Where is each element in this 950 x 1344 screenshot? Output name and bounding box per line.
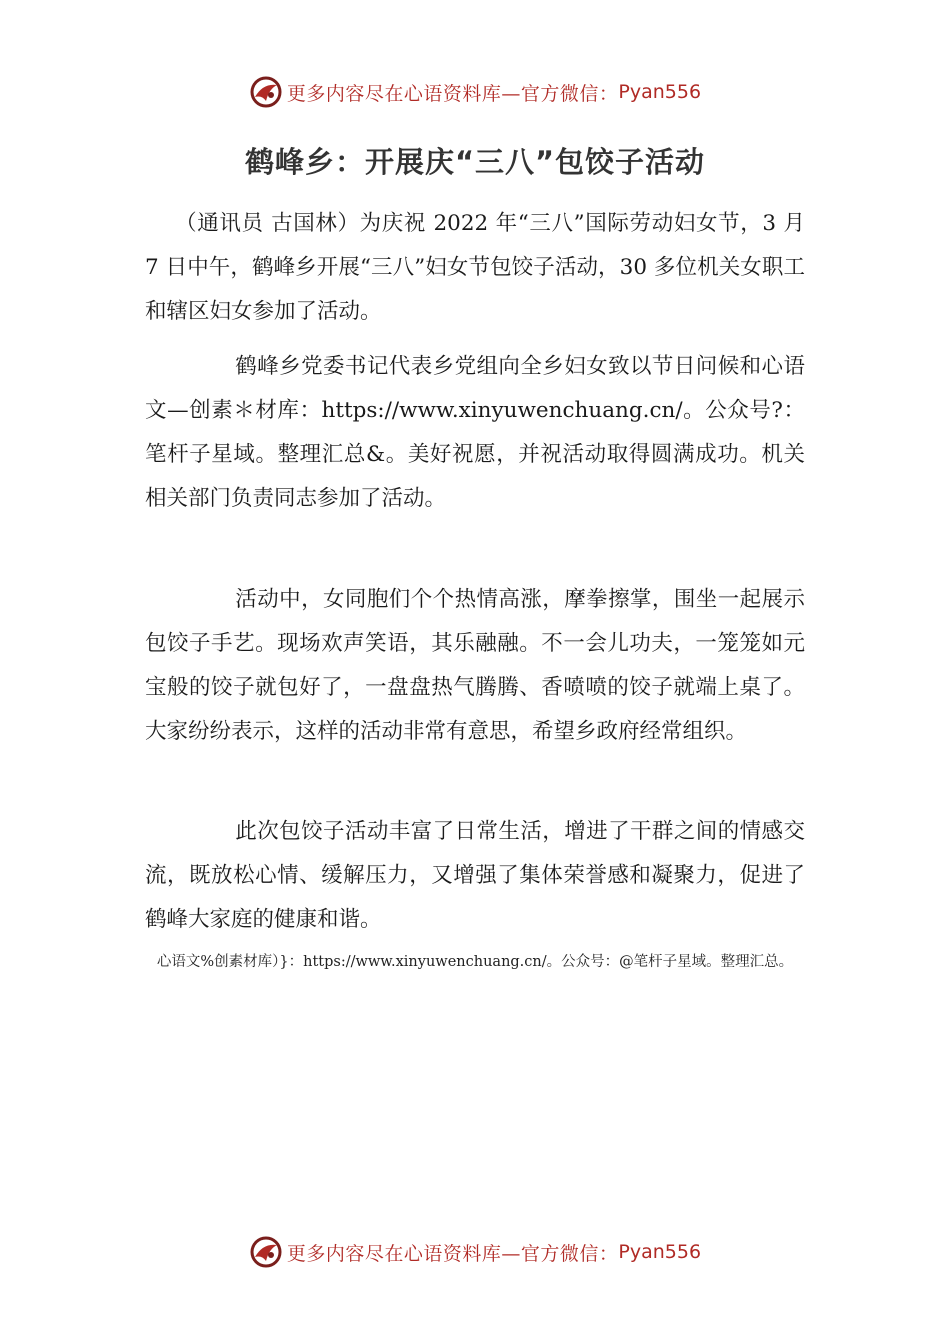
paragraph-4: [145, 810, 805, 956]
article-title: 鹤峰乡：开展庆“三八”包饺子活动: [244, 145, 706, 179]
banner-text: 更多内容尽在心语资料库—官方微信：: [286, 1242, 619, 1265]
paragraph-text: （通讯员 古国林）为庆祝 2022 年“三八”国际劳动妇女节，3 月 7 日中午，鹤峰乡开展“三八”妇女节包饺子活动，30 多位机关女职工和辖区妇女参加了活动。: [145, 211, 805, 324]
header-banner: [0, 72, 950, 112]
footnote: 心语文%创素材库）}：https://www.xinyuwenchuang.cn/。公众号：@笔杆子星域。整理汇总。: [156, 954, 794, 970]
paragraph-text: 此次包饺子活动丰富了日常生活，增进了干群之间的情感交流，既放松心情、缓解压力，又增强了集体荣誉感和凝聚力，促进了鹤峰大家庭的健康和谐。: [145, 819, 805, 932]
brush-seal-logo-icon: [249, 1235, 283, 1269]
paragraph-1: [145, 202, 805, 348]
footer-banner: [0, 1232, 950, 1272]
paragraph-2: [145, 345, 805, 535]
paragraph-3: [145, 578, 805, 768]
paragraph-text: 活动中，女同胞们个个热情高涨，摩拳擦掌，围坐一起展示包饺子手艺。现场欢声笑语，其乐融融。不一会儿功夫，一笼笼如元宝般的饺子就包好了，一盘盘热气腾腾、香喷喷的饺子就端上桌了。大家纷纷表示，这样的活动非常有意思，希望乡政府经常组织。: [145, 587, 805, 744]
paragraph-text: 鹤峰乡党委书记代表乡党组向全乡妇女致以节日问候和心语文—创素＊材库：https://www.xinyuwenchuang.cn/。公众号?：笔杆子星域。整理汇总&。美好祝愿，并祝活动取得圆满成功。机关相关部门负责同志参加了活动。: [145, 354, 805, 511]
banner-wechat-id: Pyan556: [618, 81, 702, 103]
brush-seal-logo-icon: [249, 75, 283, 109]
banner-wechat-id: Pyan556: [618, 1241, 702, 1263]
banner-text: 更多内容尽在心语资料库—官方微信：: [286, 82, 619, 105]
